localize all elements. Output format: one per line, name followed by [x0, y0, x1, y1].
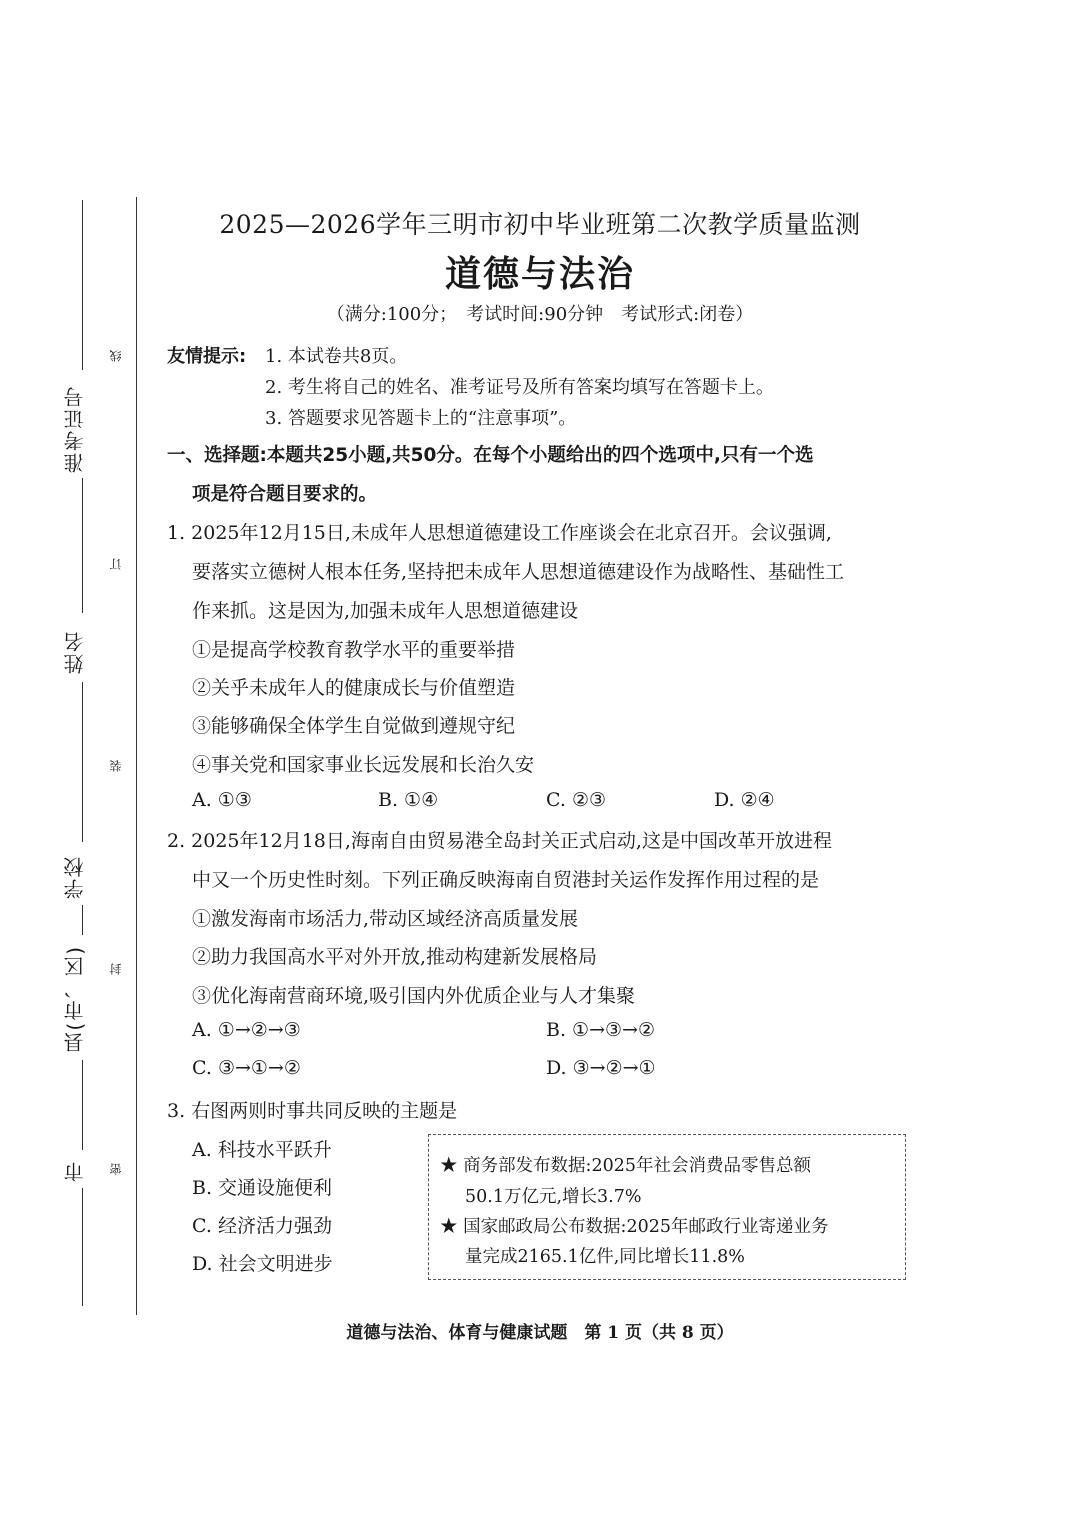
q1-option-d[interactable]: D. ②④ [714, 789, 775, 811]
exam-info: （满分:100分； 考试时间:90分钟 考试形式:闭卷） [326, 304, 754, 325]
binding-line [136, 197, 137, 1315]
q1-stem: 要落实立德树人根本任务,坚持把未成年人思想道德建设作为战略性、基础性工 [192, 561, 845, 583]
q2-statement: ①激发海南市场活力,带动区域经济高质量发展 [192, 908, 579, 930]
exam-title: 2025—2026学年三明市初中毕业班第二次教学质量监测 [219, 210, 861, 239]
news-item-cont: 量完成2165.1亿件,同比增长11.8% [465, 1247, 745, 1267]
tip-item: 3. 答题要求见答题卡上的“注意事项”。 [265, 408, 577, 429]
binding-mark-line: 线 [109, 350, 123, 362]
q2-stem: 中又一个历史性时刻。下列正确反映海南自贸港封关运作发挥作用过程的是 [192, 869, 820, 891]
q1-option-a[interactable]: A. ①③ [192, 789, 252, 811]
binding-field-school: 学校 [63, 855, 87, 899]
q1-statement: ①是提高学校教育教学水平的重要举措 [192, 639, 516, 661]
binding-mark-mi: 密 [109, 1163, 123, 1175]
q3-stem: 3. 右图两则时事共同反映的主题是 [167, 1100, 458, 1122]
q1-statement: ②关乎未成年人的健康成长与价值塑造 [192, 677, 516, 699]
tip-item: 2. 考生将自己的姓名、准考证号及所有答案均填写在答题卡上。 [265, 377, 774, 398]
q1-option-b[interactable]: B. ①④ [378, 789, 439, 811]
binding-mark-feng: 封 [109, 963, 123, 975]
q1-stem: 1. 2025年12月15日,未成年人思想道德建设工作座谈会在北京召开。会议强调, [167, 522, 832, 544]
q1-stem: 作来抓。这是因为,加强未成年人思想道德建设 [192, 600, 579, 622]
q2-option-a[interactable]: A. ①→②→③ [192, 1019, 301, 1041]
q3-option-d[interactable]: D. 社会文明进步 [192, 1253, 333, 1275]
section-heading-cont: 项是符合题目要求的。 [192, 484, 378, 505]
tip-item: 1. 本试卷共8页。 [265, 346, 408, 367]
binding-field-county: 县(市、区) [63, 945, 87, 1053]
news-item: ★ 商务部发布数据:2025年社会消费品零售总额 [440, 1156, 811, 1176]
q2-stem: 2. 2025年12月18日,海南自由贸易港全岛封关正式启动,这是中国改革开放进程 [167, 830, 832, 852]
q2-option-d[interactable]: D. ③→②→① [546, 1057, 656, 1079]
page-footer: 道德与法治、体育与健康试题 第 1 页（共 8 页） [346, 1323, 734, 1343]
q1-option-c[interactable]: C. ②③ [546, 789, 607, 811]
q2-option-b[interactable]: B. ①→③→② [546, 1019, 655, 1041]
news-box [428, 1134, 906, 1280]
city-blank-lower[interactable] [82, 1188, 83, 1306]
q1-statement: ③能够确保全体学生自觉做到遵规守纪 [192, 715, 516, 737]
news-item-cont: 50.1万亿元,增长3.7% [465, 1187, 642, 1207]
tips-label: 友情提示: [167, 346, 247, 367]
binding-field-exam-number: 准考证号 [63, 385, 87, 473]
subject-title: 道德与法治 [444, 253, 635, 295]
school-blank[interactable] [82, 682, 83, 842]
county-blank[interactable] [82, 905, 83, 935]
q1-statement: ④事关党和国家事业长远发展和长治久安 [192, 754, 535, 776]
q2-statement: ②助力我国高水平对外开放,推动构建新发展格局 [192, 946, 598, 968]
q3-option-c[interactable]: C. 经济活力强劲 [192, 1215, 332, 1237]
q2-statement: ③优化海南营商环境,吸引国内外优质企业与人才集聚 [192, 985, 636, 1007]
binding-mark-zhuang: 装 [109, 760, 123, 772]
q3-option-b[interactable]: B. 交通设施便利 [192, 1177, 333, 1199]
binding-field-city: 市 [63, 1160, 87, 1182]
news-item: ★ 国家邮政局公布数据:2025年邮政行业寄递业务 [440, 1217, 829, 1237]
binding-field-name: 姓名 [63, 630, 87, 674]
name-blank[interactable] [82, 478, 83, 613]
q3-option-a[interactable]: A. 科技水平跃升 [192, 1139, 332, 1161]
city-blank[interactable] [82, 1060, 83, 1150]
section-heading: 一、选择题:本题共25小题,共50分。在每个小题给出的四个选项中,只有一个选 [167, 445, 814, 466]
q2-option-c[interactable]: C. ③→①→② [192, 1057, 301, 1079]
binding-mark-ding: 订 [109, 558, 123, 570]
